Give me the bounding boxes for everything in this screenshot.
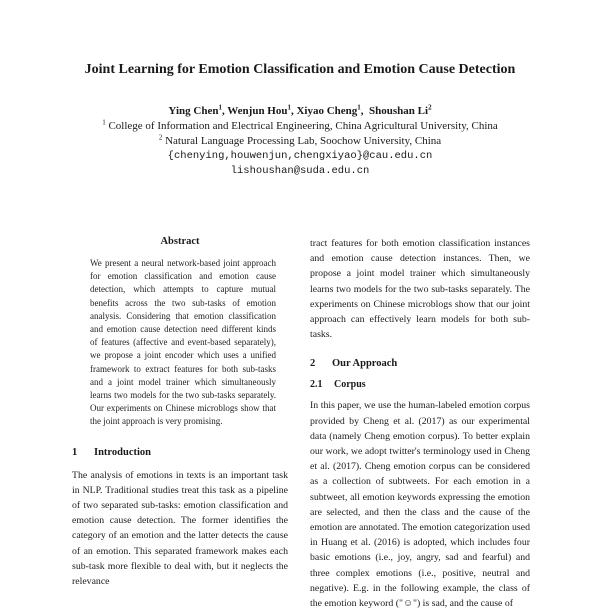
author-4: Shoushan Li	[369, 105, 429, 117]
author-2-affil: 1	[287, 103, 291, 112]
affiliation-2-text: Natural Language Processing Lab, Soochow University, China	[165, 135, 442, 147]
author-1: Ying Chen	[168, 105, 219, 117]
author-2: Wenjun Hou	[227, 105, 288, 117]
author-3-affil: 1	[357, 103, 361, 112]
corpus-text: In this paper, we use the human-labeled emotion corpus provided by Cheng et al. (2017) as our experimental data (namely Cheng emotion corpus). To better explain our work, we adopt twitter's terminology used in Cheng et al. (2017). Cheng emotion corpus can be considered as a collection of subtweets. For each emotion in a subtweet, all emotion keywords expressing the emotion are selected, and then the class and the cause of the emotion are annotated. The emotion categorization used in Huang et al. (2016) is adopted, which includes four basic emotions (i.e., joy, angry, sad and fearful) and three complex emotions (i.e., positive, neutral and negative). E.g. in the following example, the class of the emotion keyword ("☺") is sad, and the cause of	[310, 400, 530, 610]
author-block	[0, 104, 600, 179]
author-names: Ying Chen$^1$, Wenjun Hou$^1$, Xiyao Cheng$^1$, Shoushan Li$^2$	[168, 103, 432, 117]
section-2-heading	[310, 358, 530, 369]
affiliation-2-marker: 2	[158, 133, 163, 142]
abstract-text: We present a neural network-based joint approach for emotion classification and emotion cause detection, which attempts to capture mutual benefits across the two sub-tasks of emotion analysis. Considering that emotion classification and emotion cause detection need different kinds of features (affective and event-based separately), we propose a joint encoder which uses a unified framework to extract features for both sub-tasks and a joint model trainer which simultaneously learns two models for the two sub-tasks separately. Our experiments on Chinese microblogs show that the joint approach is very promising.	[90, 258, 276, 427]
email-2[interactable]: lishoushan@suda.edu.cn	[230, 165, 370, 177]
section-1-heading	[72, 447, 288, 458]
affiliation-1	[0, 119, 600, 134]
email-1[interactable]: {chenying,houwenjun,chengxiyao}@cau.edu.cn	[167, 150, 433, 162]
subsection-2-1-title: Corpus	[334, 379, 366, 391]
section-1-number: 1	[72, 446, 78, 458]
right-column	[310, 236, 530, 611]
abstract-heading: Abstract	[160, 236, 200, 247]
continuation-text: tract features for both emotion classification instances and emotion cause detection instances. Then, we propose a joint model trainer which simultaneously learns two models for the two sub-tasks separately. The experiments on Chinese microblogs show that our joint approach can effectively learn models for both sub-tasks.	[310, 238, 530, 341]
affiliation-1-marker: 1	[102, 118, 106, 127]
author-4-affil: 2	[428, 103, 432, 112]
section-1-title: Introduction	[94, 446, 151, 458]
subsection-2-1-heading	[310, 379, 530, 390]
affiliation-1-text: College of Information and Electrical Engineering, China Agricultural University, China	[108, 120, 498, 132]
paper-title: Joint Learning for Emotion Classification and Emotion Cause Detection	[84, 62, 516, 77]
introduction-text: The analysis of emotions in texts is an important task in NLP. Traditional studies treat this task as a pipeline of two separated sub-tasks: emotion classification and emotion cause detection. The former identifies the category of an emotion and the latter detects the cause of an emotion. This separated framework makes each sub-task more flexible to deal with, but it neglects the relevance	[72, 469, 288, 588]
left-column	[72, 236, 288, 589]
affiliation-2	[0, 134, 600, 149]
subsection-2-1-number: 2.1	[310, 379, 323, 391]
author-3: Xiyao Cheng	[296, 105, 358, 117]
section-2-title: Our Approach	[332, 358, 398, 370]
author-1-affil: 1	[218, 103, 222, 112]
section-2-number: 2	[310, 358, 316, 370]
